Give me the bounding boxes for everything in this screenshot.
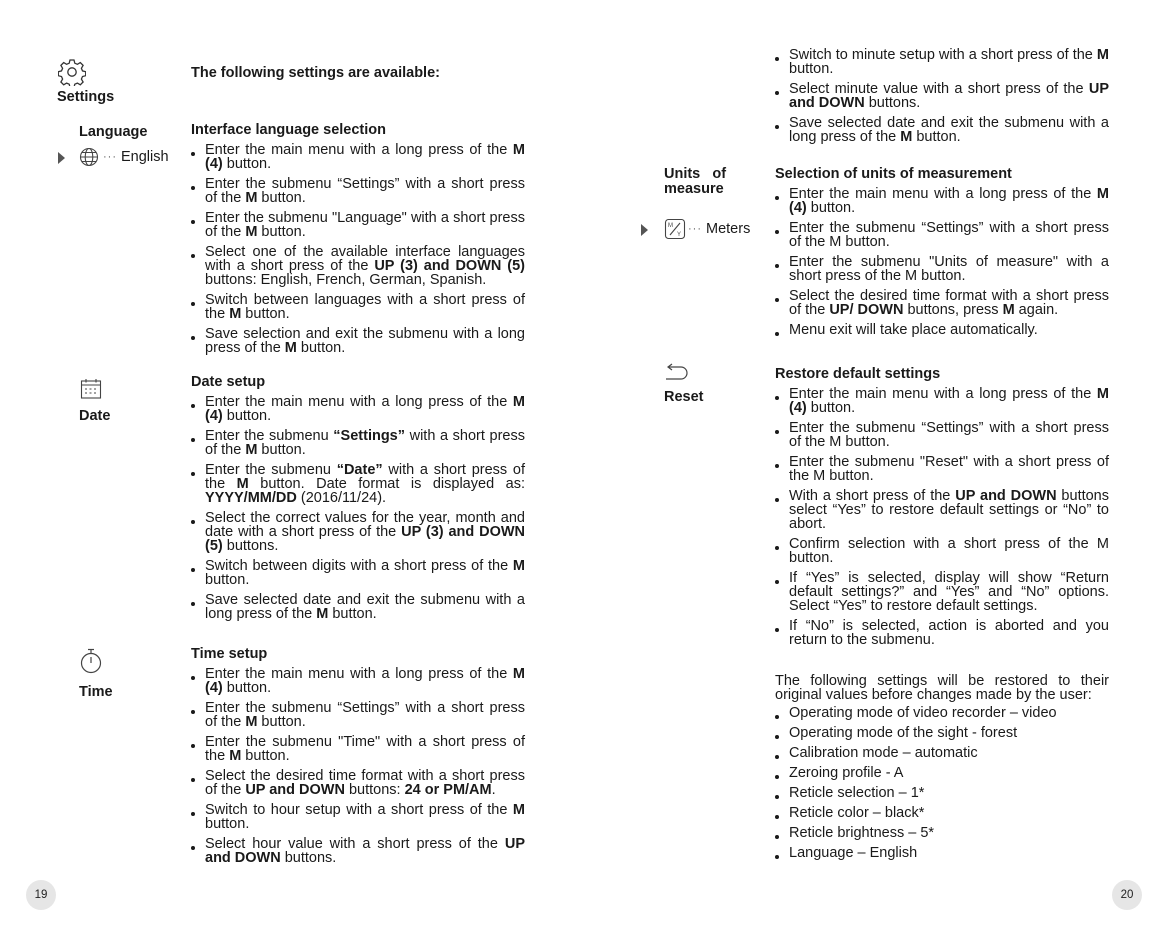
units-heading: Selection of units of measurement — [775, 166, 1012, 182]
date-heading: Date setup — [191, 374, 266, 390]
restore-list — [775, 706, 1109, 860]
date-step-6: Save selected date and exit the submenu with a long press of the M button. — [191, 593, 525, 621]
dotted-leader: ··· — [103, 151, 117, 163]
reset-step-7: If “No” is selected, action is aborted and you return to the submenu. — [775, 619, 1109, 647]
units-label-line1: Units of — [664, 166, 727, 182]
svg-text:Y: Y — [677, 232, 682, 238]
time-step-2: Enter the submenu “Settings” with a short press of the M button. — [191, 701, 525, 729]
date-step-2: Enter the submenu “Settings” with a short press of the M button. — [191, 429, 525, 457]
language-step-5: Switch between languages with a short press of the M button. — [191, 293, 525, 321]
date-step-5: Switch between digits with a short press of the M button. — [191, 559, 525, 587]
date-steps — [191, 395, 525, 621]
units-step-4: Select the desired time format with a short press of the UP/ DOWN buttons, press M again. — [775, 289, 1109, 317]
units-value: Meters — [706, 221, 751, 237]
undo-arrow-icon — [664, 363, 688, 381]
svg-text:M: M — [668, 223, 673, 229]
time-step-9: Save selected date and exit the submenu with a long press of the M button. — [775, 116, 1109, 144]
time-heading: Time setup — [191, 646, 268, 662]
intro-heading: The following settings are available: — [191, 65, 440, 81]
restore-item: Zeroing profile - A — [775, 766, 1109, 780]
reset-heading: Restore default settings — [775, 366, 941, 382]
date-section — [191, 374, 525, 627]
triangle-pointer-icon — [641, 224, 648, 236]
units-measure-icon — [664, 218, 686, 240]
reset-step-6: If “Yes” is selected, display will show “Return default settings?” and “Yes” and “No” options. Select “Yes” to restore default settings. — [775, 571, 1109, 613]
time-step-8: Select minute value with a short press of the UP and DOWN buttons. — [775, 82, 1109, 110]
date-step-1: Enter the main menu with a long press of the M (4) button. — [191, 395, 525, 423]
reset-step-1: Enter the main menu with a long press of the M (4) button. — [775, 387, 1109, 415]
time-continued-section — [775, 48, 1109, 150]
restore-item: Reticle brightness – 5* — [775, 826, 1109, 840]
time-step-5: Switch to hour setup with a short press of the M button. — [191, 803, 525, 831]
time-step-1: Enter the main menu with a long press of the M (4) button. — [191, 667, 525, 695]
units-step-5: Menu exit will take place automatically. — [775, 323, 1109, 337]
calendar-icon — [80, 378, 102, 400]
language-steps — [191, 143, 525, 355]
reset-step-4: With a short press of the UP and DOWN buttons select “Yes” to restore default settings or “No” to abort. — [775, 489, 1109, 531]
date-step-3: Enter the submenu “Date” with a short press of the M button. Date format is displayed as: YYYY/MM/DD (2016/11/24). — [191, 463, 525, 505]
restore-intro — [775, 674, 1109, 702]
language-step-1: Enter the main menu with a long press of the M (4) button. — [191, 143, 525, 171]
restore-item: Language – English — [775, 846, 1109, 860]
page-number-left: 19 — [26, 880, 56, 910]
reset-step-2: Enter the submenu “Settings” with a short press of the M button. — [775, 421, 1109, 449]
units-section — [775, 166, 1109, 343]
language-step-6: Save selection and exit the submenu with a long press of the M button. — [191, 327, 525, 355]
restore-item: Operating mode of video recorder – video — [775, 706, 1109, 720]
units-steps — [775, 187, 1109, 337]
units-step-3: Enter the submenu "Units of measure" with a short press of the M button. — [775, 255, 1109, 283]
restore-intro-text: The following settings will be restored to their original values before changes made by the user: — [775, 673, 1109, 703]
dotted-leader: ··· — [688, 223, 702, 235]
reset-step-5: Confirm selection with a short press of the M button. — [775, 537, 1109, 565]
reset-section — [775, 366, 1109, 653]
reset-label: Reset — [664, 389, 704, 405]
stopwatch-icon — [80, 648, 102, 674]
page-number-right: 20 — [1112, 880, 1142, 910]
language-label: Language — [79, 124, 148, 140]
reset-steps — [775, 387, 1109, 647]
language-heading: Interface language selection — [191, 122, 387, 138]
restore-item: Reticle color – black* — [775, 806, 1109, 820]
language-step-2: Enter the submenu “Settings” with a short press of the M button. — [191, 177, 525, 205]
settings-label: Settings — [57, 89, 115, 105]
language-value: English — [121, 149, 169, 165]
units-step-1: Enter the main menu with a long press of the M (4) button. — [775, 187, 1109, 215]
restore-item: Operating mode of the sight - forest — [775, 726, 1109, 740]
language-section — [191, 122, 525, 361]
time-step-3: Enter the submenu "Time" with a short press of the M button. — [191, 735, 525, 763]
reset-step-3: Enter the submenu "Reset" with a short press of the M button. — [775, 455, 1109, 483]
restore-item: Calibration mode – automatic — [775, 746, 1109, 760]
gear-icon — [58, 58, 86, 86]
date-label: Date — [79, 408, 111, 424]
time-section — [191, 646, 525, 871]
time-steps — [191, 667, 525, 865]
date-step-4: Select the correct values for the year, month and date with a short press of the UP (3) and DOWN (5) buttons. — [191, 511, 525, 553]
language-step-3: Enter the submenu "Language" with a short press of the M button. — [191, 211, 525, 239]
time-label: Time — [79, 684, 113, 700]
units-label-line2: measure — [664, 181, 724, 197]
time-step-4: Select the desired time format with a short press of the UP and DOWN buttons: 24 or PM/AM. — [191, 769, 525, 797]
triangle-pointer-icon — [58, 152, 65, 164]
globe-icon — [79, 147, 99, 167]
units-step-2: Enter the submenu “Settings” with a short press of the M button. — [775, 221, 1109, 249]
restore-item: Reticle selection – 1* — [775, 786, 1109, 800]
time-step-6: Select hour value with a short press of the UP and DOWN buttons. — [191, 837, 525, 865]
time-step-7: Switch to minute setup with a short press of the M button. — [775, 48, 1109, 76]
time-continued-steps — [775, 48, 1109, 144]
language-step-4: Select one of the available interface languages with a short press of the UP (3) and DOWN (5) buttons: English, French, German, Spanish. — [191, 245, 525, 287]
restore-list-section — [775, 706, 1109, 866]
